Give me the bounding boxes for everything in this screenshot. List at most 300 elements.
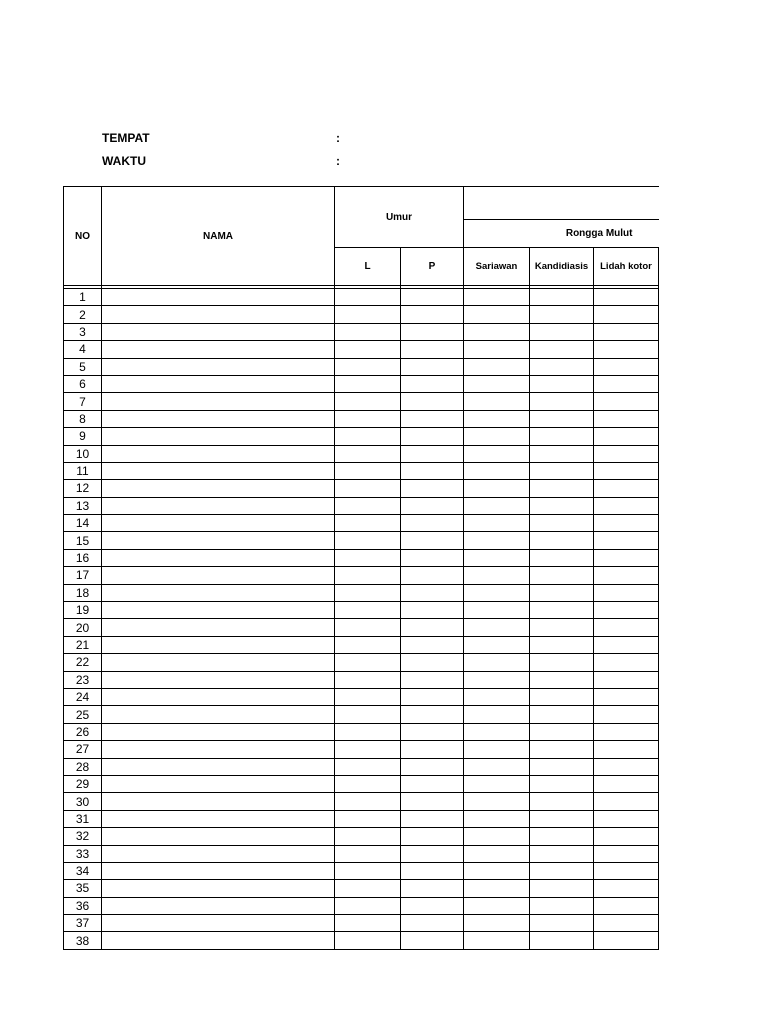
row-number-cell: 29 xyxy=(64,775,102,792)
nama-cell[interactable] xyxy=(102,758,335,775)
table-row xyxy=(64,845,659,862)
lidah-kotor-cell[interactable] xyxy=(594,306,659,323)
sariawan-cell[interactable] xyxy=(464,932,530,949)
lidah-kotor-cell[interactable] xyxy=(594,775,659,792)
kandidiasis-cell[interactable] xyxy=(530,515,594,532)
kandidiasis-cell[interactable] xyxy=(530,410,594,427)
sariawan-cell[interactable] xyxy=(464,775,530,792)
table-row xyxy=(64,445,659,462)
row-number-cell: 19 xyxy=(64,602,102,619)
sariawan-cell[interactable] xyxy=(464,671,530,688)
row-number-cell: 34 xyxy=(64,862,102,879)
row-number-cell: 14 xyxy=(64,515,102,532)
umur-l-cell[interactable] xyxy=(335,932,401,949)
sariawan-cell[interactable] xyxy=(464,549,530,566)
lidah-kotor-cell[interactable] xyxy=(594,723,659,740)
kandidiasis-cell[interactable] xyxy=(530,741,594,758)
header-rongga-mulut: Rongga Mulut xyxy=(464,220,659,248)
sariawan-cell[interactable] xyxy=(464,845,530,862)
kandidiasis-cell[interactable] xyxy=(530,375,594,392)
nama-cell[interactable] xyxy=(102,793,335,810)
umur-l-cell[interactable] xyxy=(335,445,401,462)
table-row xyxy=(64,393,659,410)
sariawan-cell[interactable] xyxy=(464,323,530,340)
nama-cell[interactable] xyxy=(102,602,335,619)
table-row xyxy=(64,932,659,949)
table-row xyxy=(64,358,659,375)
sariawan-cell[interactable] xyxy=(464,428,530,445)
umur-p-cell[interactable] xyxy=(401,584,464,601)
lidah-kotor-cell[interactable] xyxy=(594,428,659,445)
umur-l-cell[interactable] xyxy=(335,723,401,740)
row-number-cell: 2 xyxy=(64,306,102,323)
sariawan-cell[interactable] xyxy=(464,828,530,845)
umur-p-cell[interactable] xyxy=(401,723,464,740)
sariawan-cell[interactable] xyxy=(464,688,530,705)
sariawan-cell[interactable] xyxy=(464,306,530,323)
umur-l-cell[interactable] xyxy=(335,758,401,775)
nama-cell[interactable] xyxy=(102,410,335,427)
nama-cell[interactable] xyxy=(102,932,335,949)
table-row xyxy=(64,741,659,758)
umur-l-cell[interactable] xyxy=(335,462,401,479)
sariawan-cell[interactable] xyxy=(464,810,530,827)
lidah-kotor-cell[interactable] xyxy=(594,845,659,862)
umur-l-cell[interactable] xyxy=(335,567,401,584)
table-row xyxy=(64,897,659,914)
nama-cell[interactable] xyxy=(102,341,335,358)
umur-p-cell[interactable] xyxy=(401,619,464,636)
sariawan-cell[interactable] xyxy=(464,375,530,392)
kandidiasis-cell[interactable] xyxy=(530,706,594,723)
lidah-kotor-cell[interactable] xyxy=(594,915,659,932)
kandidiasis-cell[interactable] xyxy=(530,619,594,636)
kandidiasis-cell[interactable] xyxy=(530,584,594,601)
umur-p-cell[interactable] xyxy=(401,306,464,323)
row-number-cell: 33 xyxy=(64,845,102,862)
row-number-cell: 26 xyxy=(64,723,102,740)
kandidiasis-cell[interactable] xyxy=(530,532,594,549)
sariawan-cell[interactable] xyxy=(464,793,530,810)
lidah-kotor-cell[interactable] xyxy=(594,567,659,584)
umur-p-cell[interactable] xyxy=(401,375,464,392)
lidah-kotor-cell[interactable] xyxy=(594,741,659,758)
table-row xyxy=(64,688,659,705)
umur-p-cell[interactable] xyxy=(401,654,464,671)
row-number-cell: 9 xyxy=(64,428,102,445)
lidah-kotor-cell[interactable] xyxy=(594,793,659,810)
row-number-cell: 22 xyxy=(64,654,102,671)
umur-l-cell[interactable] xyxy=(335,358,401,375)
umur-l-cell[interactable] xyxy=(335,515,401,532)
lidah-kotor-cell[interactable] xyxy=(594,532,659,549)
kandidiasis-cell[interactable] xyxy=(530,428,594,445)
umur-l-cell[interactable] xyxy=(335,375,401,392)
table-row xyxy=(64,706,659,723)
umur-p-cell[interactable] xyxy=(401,515,464,532)
row-number-cell: 37 xyxy=(64,915,102,932)
umur-p-cell[interactable] xyxy=(401,845,464,862)
table-row xyxy=(64,323,659,340)
nama-cell[interactable] xyxy=(102,515,335,532)
nama-cell[interactable] xyxy=(102,306,335,323)
lidah-kotor-cell[interactable] xyxy=(594,515,659,532)
kandidiasis-cell[interactable] xyxy=(530,723,594,740)
table-row xyxy=(64,654,659,671)
umur-l-cell[interactable] xyxy=(335,410,401,427)
header-nama: NAMA xyxy=(102,187,335,286)
sariawan-cell[interactable] xyxy=(464,515,530,532)
umur-l-cell[interactable] xyxy=(335,915,401,932)
umur-l-cell[interactable] xyxy=(335,793,401,810)
row-number-cell: 27 xyxy=(64,741,102,758)
kandidiasis-cell[interactable] xyxy=(530,758,594,775)
umur-l-cell[interactable] xyxy=(335,880,401,897)
nama-cell[interactable] xyxy=(102,862,335,879)
umur-l-cell[interactable] xyxy=(335,584,401,601)
umur-l-cell[interactable] xyxy=(335,480,401,497)
lidah-kotor-cell[interactable] xyxy=(594,619,659,636)
nama-cell[interactable] xyxy=(102,480,335,497)
header-no: NO xyxy=(64,187,102,286)
sariawan-cell[interactable] xyxy=(464,758,530,775)
lidah-kotor-cell[interactable] xyxy=(594,289,659,306)
kandidiasis-cell[interactable] xyxy=(530,289,594,306)
table-row xyxy=(64,636,659,653)
nama-cell[interactable] xyxy=(102,845,335,862)
nama-cell[interactable] xyxy=(102,619,335,636)
examination-form-table xyxy=(63,186,659,950)
sariawan-cell[interactable] xyxy=(464,497,530,514)
umur-p-cell[interactable] xyxy=(401,793,464,810)
table-row xyxy=(64,775,659,792)
row-number-cell: 10 xyxy=(64,445,102,462)
table-row xyxy=(64,602,659,619)
lidah-kotor-cell[interactable] xyxy=(594,602,659,619)
umur-l-cell[interactable] xyxy=(335,775,401,792)
table-row xyxy=(64,862,659,879)
lidah-kotor-cell[interactable] xyxy=(594,480,659,497)
umur-p-cell[interactable] xyxy=(401,862,464,879)
table-row xyxy=(64,462,659,479)
kandidiasis-cell[interactable] xyxy=(530,549,594,566)
umur-p-cell[interactable] xyxy=(401,602,464,619)
sariawan-cell[interactable] xyxy=(464,584,530,601)
kandidiasis-cell[interactable] xyxy=(530,915,594,932)
umur-p-cell[interactable] xyxy=(401,393,464,410)
umur-p-cell[interactable] xyxy=(401,497,464,514)
sariawan-cell[interactable] xyxy=(464,706,530,723)
lidah-kotor-cell[interactable] xyxy=(594,671,659,688)
nama-cell[interactable] xyxy=(102,741,335,758)
nama-cell[interactable] xyxy=(102,584,335,601)
nama-cell[interactable] xyxy=(102,358,335,375)
umur-l-cell[interactable] xyxy=(335,289,401,306)
table-row xyxy=(64,515,659,532)
lidah-kotor-cell[interactable] xyxy=(594,410,659,427)
nama-cell[interactable] xyxy=(102,549,335,566)
nama-cell[interactable] xyxy=(102,567,335,584)
sariawan-cell[interactable] xyxy=(464,602,530,619)
row-number-cell: 25 xyxy=(64,706,102,723)
row-number-cell: 24 xyxy=(64,688,102,705)
kandidiasis-cell[interactable] xyxy=(530,480,594,497)
row-number-cell: 38 xyxy=(64,932,102,949)
umur-l-cell[interactable] xyxy=(335,497,401,514)
kandidiasis-cell[interactable] xyxy=(530,793,594,810)
umur-p-cell[interactable] xyxy=(401,688,464,705)
row-number-cell: 5 xyxy=(64,358,102,375)
kandidiasis-cell[interactable] xyxy=(530,671,594,688)
kandidiasis-cell[interactable] xyxy=(530,602,594,619)
row-number-cell: 35 xyxy=(64,880,102,897)
umur-p-cell[interactable] xyxy=(401,897,464,914)
sariawan-cell[interactable] xyxy=(464,393,530,410)
nama-cell[interactable] xyxy=(102,497,335,514)
nama-cell[interactable] xyxy=(102,723,335,740)
nama-cell[interactable] xyxy=(102,880,335,897)
lidah-kotor-cell[interactable] xyxy=(594,810,659,827)
nama-cell[interactable] xyxy=(102,445,335,462)
sariawan-cell[interactable] xyxy=(464,410,530,427)
umur-l-cell[interactable] xyxy=(335,306,401,323)
sariawan-cell[interactable] xyxy=(464,619,530,636)
umur-l-cell[interactable] xyxy=(335,428,401,445)
umur-p-cell[interactable] xyxy=(401,323,464,340)
lidah-kotor-cell[interactable] xyxy=(594,932,659,949)
umur-l-cell[interactable] xyxy=(335,741,401,758)
lidah-kotor-cell[interactable] xyxy=(594,358,659,375)
umur-p-cell[interactable] xyxy=(401,915,464,932)
sariawan-cell[interactable] xyxy=(464,480,530,497)
umur-l-cell[interactable] xyxy=(335,341,401,358)
umur-p-cell[interactable] xyxy=(401,532,464,549)
kandidiasis-cell[interactable] xyxy=(530,567,594,584)
table-row xyxy=(64,723,659,740)
header-umur: Umur xyxy=(335,187,464,248)
kandidiasis-cell[interactable] xyxy=(530,636,594,653)
nama-cell[interactable] xyxy=(102,671,335,688)
umur-p-cell[interactable] xyxy=(401,932,464,949)
umur-l-cell[interactable] xyxy=(335,828,401,845)
umur-p-cell[interactable] xyxy=(401,445,464,462)
row-number-cell: 17 xyxy=(64,567,102,584)
table-row xyxy=(64,428,659,445)
nama-cell[interactable] xyxy=(102,706,335,723)
sariawan-cell[interactable] xyxy=(464,880,530,897)
sariawan-cell[interactable] xyxy=(464,897,530,914)
table-body xyxy=(64,289,659,950)
sariawan-cell[interactable] xyxy=(464,636,530,653)
sariawan-cell[interactable] xyxy=(464,567,530,584)
header-group-top-band xyxy=(464,187,659,220)
table-row xyxy=(64,828,659,845)
lidah-kotor-cell[interactable] xyxy=(594,706,659,723)
lidah-kotor-cell[interactable] xyxy=(594,341,659,358)
row-number-cell: 23 xyxy=(64,671,102,688)
header-umur-p: P xyxy=(401,248,464,286)
row-number-cell: 7 xyxy=(64,393,102,410)
kandidiasis-cell[interactable] xyxy=(530,828,594,845)
nama-cell[interactable] xyxy=(102,810,335,827)
nama-cell[interactable] xyxy=(102,828,335,845)
kandidiasis-cell[interactable] xyxy=(530,306,594,323)
sariawan-cell[interactable] xyxy=(464,915,530,932)
lidah-kotor-cell[interactable] xyxy=(594,654,659,671)
umur-l-cell[interactable] xyxy=(335,602,401,619)
table-row xyxy=(64,306,659,323)
kandidiasis-cell[interactable] xyxy=(530,462,594,479)
umur-l-cell[interactable] xyxy=(335,845,401,862)
kandidiasis-cell[interactable] xyxy=(530,323,594,340)
kandidiasis-cell[interactable] xyxy=(530,810,594,827)
umur-p-cell[interactable] xyxy=(401,741,464,758)
nama-cell[interactable] xyxy=(102,393,335,410)
kandidiasis-cell[interactable] xyxy=(530,393,594,410)
row-number-cell: 15 xyxy=(64,532,102,549)
lidah-kotor-cell[interactable] xyxy=(594,375,659,392)
umur-l-cell[interactable] xyxy=(335,862,401,879)
sariawan-cell[interactable] xyxy=(464,532,530,549)
umur-l-cell[interactable] xyxy=(335,654,401,671)
nama-cell[interactable] xyxy=(102,915,335,932)
lidah-kotor-cell[interactable] xyxy=(594,862,659,879)
lidah-kotor-cell[interactable] xyxy=(594,323,659,340)
row-number-cell: 32 xyxy=(64,828,102,845)
nama-cell[interactable] xyxy=(102,532,335,549)
umur-l-cell[interactable] xyxy=(335,810,401,827)
row-number-cell: 16 xyxy=(64,549,102,566)
kandidiasis-cell[interactable] xyxy=(530,897,594,914)
table-row xyxy=(64,915,659,932)
table-row xyxy=(64,584,659,601)
sariawan-cell[interactable] xyxy=(464,741,530,758)
umur-p-cell[interactable] xyxy=(401,549,464,566)
sariawan-cell[interactable] xyxy=(464,341,530,358)
kandidiasis-cell[interactable] xyxy=(530,497,594,514)
sariawan-cell[interactable] xyxy=(464,445,530,462)
tempat-colon: : xyxy=(336,131,340,145)
row-number-cell: 8 xyxy=(64,410,102,427)
lidah-kotor-cell[interactable] xyxy=(594,880,659,897)
nama-cell[interactable] xyxy=(102,428,335,445)
lidah-kotor-cell[interactable] xyxy=(594,688,659,705)
kandidiasis-cell[interactable] xyxy=(530,688,594,705)
kandidiasis-cell[interactable] xyxy=(530,341,594,358)
table-row xyxy=(64,480,659,497)
row-number-cell: 6 xyxy=(64,375,102,392)
sariawan-cell[interactable] xyxy=(464,654,530,671)
header-umur-l: L xyxy=(335,248,401,286)
umur-p-cell[interactable] xyxy=(401,810,464,827)
umur-p-cell[interactable] xyxy=(401,480,464,497)
kandidiasis-cell[interactable] xyxy=(530,775,594,792)
umur-p-cell[interactable] xyxy=(401,462,464,479)
sariawan-cell[interactable] xyxy=(464,862,530,879)
table-row xyxy=(64,671,659,688)
row-number-cell: 13 xyxy=(64,497,102,514)
lidah-kotor-cell[interactable] xyxy=(594,549,659,566)
umur-l-cell[interactable] xyxy=(335,688,401,705)
table-row xyxy=(64,810,659,827)
lidah-kotor-cell[interactable] xyxy=(594,828,659,845)
umur-l-cell[interactable] xyxy=(335,532,401,549)
umur-l-cell[interactable] xyxy=(335,897,401,914)
kandidiasis-cell[interactable] xyxy=(530,932,594,949)
nama-cell[interactable] xyxy=(102,462,335,479)
umur-p-cell[interactable] xyxy=(401,428,464,445)
lidah-kotor-cell[interactable] xyxy=(594,636,659,653)
umur-l-cell[interactable] xyxy=(335,636,401,653)
nama-cell[interactable] xyxy=(102,289,335,306)
nama-cell[interactable] xyxy=(102,654,335,671)
umur-p-cell[interactable] xyxy=(401,880,464,897)
umur-l-cell[interactable] xyxy=(335,671,401,688)
nama-cell[interactable] xyxy=(102,375,335,392)
kandidiasis-cell[interactable] xyxy=(530,445,594,462)
lidah-kotor-cell[interactable] xyxy=(594,445,659,462)
row-number-cell: 28 xyxy=(64,758,102,775)
lidah-kotor-cell[interactable] xyxy=(594,584,659,601)
umur-l-cell[interactable] xyxy=(335,393,401,410)
umur-l-cell[interactable] xyxy=(335,549,401,566)
lidah-kotor-cell[interactable] xyxy=(594,758,659,775)
kandidiasis-cell[interactable] xyxy=(530,358,594,375)
umur-p-cell[interactable] xyxy=(401,671,464,688)
umur-p-cell[interactable] xyxy=(401,567,464,584)
lidah-kotor-cell[interactable] xyxy=(594,462,659,479)
row-number-cell: 30 xyxy=(64,793,102,810)
umur-p-cell[interactable] xyxy=(401,341,464,358)
umur-l-cell[interactable] xyxy=(335,619,401,636)
kandidiasis-cell[interactable] xyxy=(530,845,594,862)
nama-cell[interactable] xyxy=(102,775,335,792)
umur-p-cell[interactable] xyxy=(401,758,464,775)
nama-cell[interactable] xyxy=(102,688,335,705)
umur-p-cell[interactable] xyxy=(401,636,464,653)
sariawan-cell[interactable] xyxy=(464,358,530,375)
lidah-kotor-cell[interactable] xyxy=(594,393,659,410)
waktu-label: WAKTU xyxy=(102,154,146,168)
table-row xyxy=(64,532,659,549)
umur-p-cell[interactable] xyxy=(401,775,464,792)
umur-p-cell[interactable] xyxy=(401,706,464,723)
umur-p-cell[interactable] xyxy=(401,289,464,306)
row-number-cell: 3 xyxy=(64,323,102,340)
kandidiasis-cell[interactable] xyxy=(530,654,594,671)
row-number-cell: 20 xyxy=(64,619,102,636)
row-number-cell: 1 xyxy=(64,289,102,306)
sariawan-cell[interactable] xyxy=(464,289,530,306)
sariawan-cell[interactable] xyxy=(464,723,530,740)
umur-p-cell[interactable] xyxy=(401,828,464,845)
umur-p-cell[interactable] xyxy=(401,410,464,427)
nama-cell[interactable] xyxy=(102,636,335,653)
header-kandidiasis: Kandidiasis xyxy=(530,248,594,286)
kandidiasis-cell[interactable] xyxy=(530,880,594,897)
nama-cell[interactable] xyxy=(102,323,335,340)
table-row xyxy=(64,793,659,810)
umur-l-cell[interactable] xyxy=(335,323,401,340)
lidah-kotor-cell[interactable] xyxy=(594,897,659,914)
umur-l-cell[interactable] xyxy=(335,706,401,723)
table-row xyxy=(64,567,659,584)
umur-p-cell[interactable] xyxy=(401,358,464,375)
lidah-kotor-cell[interactable] xyxy=(594,497,659,514)
sariawan-cell[interactable] xyxy=(464,462,530,479)
nama-cell[interactable] xyxy=(102,897,335,914)
kandidiasis-cell[interactable] xyxy=(530,862,594,879)
